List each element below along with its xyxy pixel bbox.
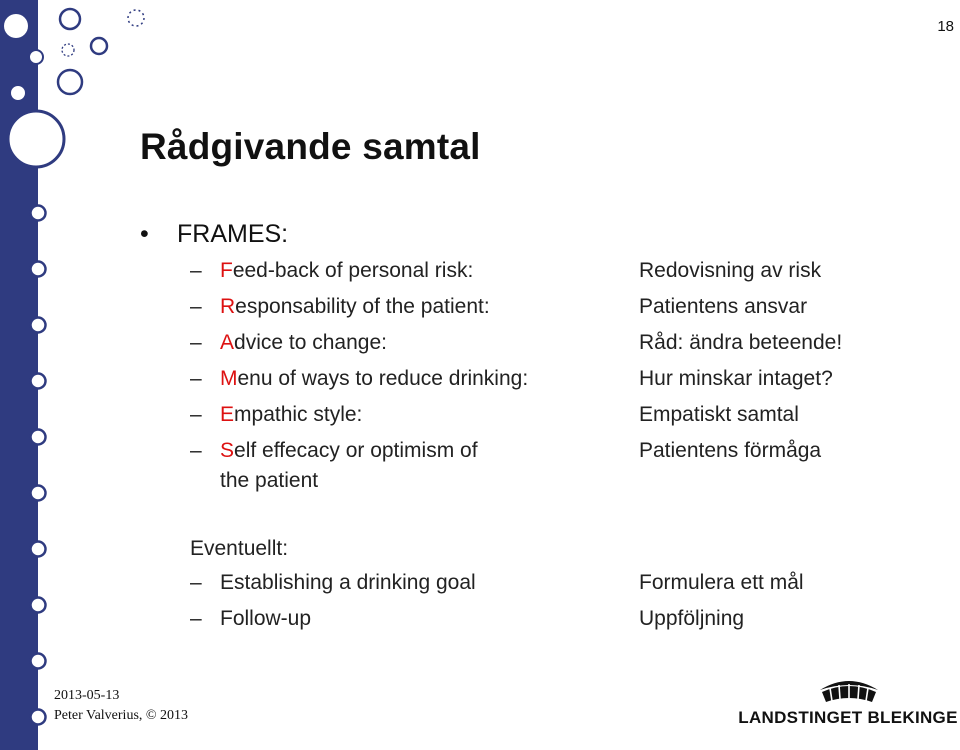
frames-item-text	[220, 364, 528, 394]
bullet-glyph: •	[140, 220, 149, 248]
dash-glyph: –	[190, 403, 202, 426]
frames-rest: esponsability of the patient:	[235, 295, 490, 318]
frames-item-text	[220, 256, 473, 286]
frames-rest: dvice to change:	[234, 331, 387, 354]
decorative-circles	[0, 0, 160, 750]
dash-glyph: –	[190, 607, 202, 630]
dash-glyph: –	[190, 295, 202, 318]
ship-hull-icon	[816, 672, 882, 706]
list-item	[190, 292, 910, 322]
footer-author: Peter Valverius, © 2013	[54, 708, 189, 723]
frames-rest: mpathic style:	[234, 403, 363, 426]
list-item	[190, 256, 910, 286]
extras-item-text: Follow-up	[220, 607, 312, 630]
frames-rest: enu of ways to reduce drinking:	[237, 367, 529, 390]
frames-item-text	[220, 436, 478, 466]
dash-glyph: –	[190, 571, 202, 594]
frames-translation: Råd: ändra beteende!	[639, 331, 843, 354]
extras-translation: Uppföljning	[639, 607, 745, 630]
footer-date: 2013-05-13	[54, 688, 120, 703]
frames-first-letter: M	[220, 367, 238, 390]
dash-glyph: –	[190, 331, 202, 354]
frames-rest: elf effecacy or optimism of	[234, 439, 478, 462]
frames-first-letter: F	[220, 259, 233, 282]
frames-continuation: the patient	[220, 469, 319, 492]
extras-translation: Formulera ett mål	[639, 571, 804, 594]
frames-translation: Empatiskt samtal	[639, 403, 799, 426]
landstinget-logo	[738, 672, 958, 730]
frames-bullet	[140, 220, 288, 249]
list-item	[190, 328, 910, 358]
slide-title: Rådgivande samtal	[140, 126, 481, 167]
extras-item-text: Establishing a drinking goal	[220, 571, 476, 594]
logo-text: LANDSTINGET BLEKINGE	[738, 708, 958, 727]
frames-first-letter: A	[220, 331, 235, 354]
frames-translation: Patientens ansvar	[639, 295, 808, 318]
frames-translation: Redovisning av risk	[639, 259, 822, 282]
list-item	[190, 364, 910, 394]
frames-first-letter: R	[220, 295, 236, 318]
dash-glyph: –	[190, 439, 202, 462]
list-item	[190, 568, 910, 598]
page-number: 18	[937, 18, 954, 35]
frames-label: FRAMES:	[177, 220, 289, 248]
frames-translation: Patientens förmåga	[639, 439, 822, 462]
dash-glyph: –	[190, 367, 202, 390]
frames-translation: Hur minskar intaget?	[639, 367, 833, 390]
frames-item-text	[220, 328, 387, 358]
list-item-continuation	[190, 466, 910, 496]
dash-glyph: –	[190, 259, 202, 282]
list-item	[190, 400, 910, 430]
list-item	[190, 604, 910, 634]
frames-item-text	[220, 292, 490, 322]
frames-first-letter: S	[220, 439, 235, 462]
eventuellt-label: Eventuellt:	[190, 537, 289, 560]
frames-rest: eed-back of personal risk:	[232, 259, 474, 282]
frames-item-text	[220, 400, 362, 430]
list-item	[190, 436, 910, 466]
frames-first-letter: E	[220, 403, 235, 426]
